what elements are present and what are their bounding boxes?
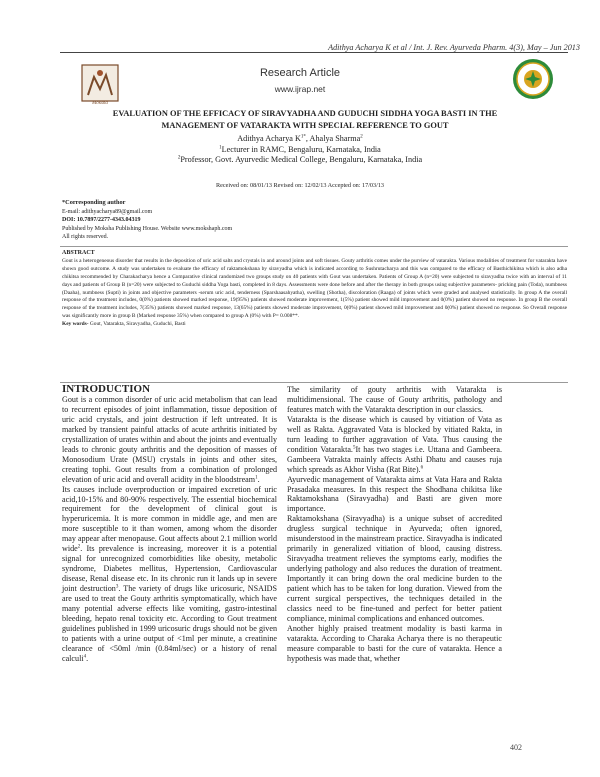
keywords: Key words- Gout, Vatarakta, Siravyadha, Guduchi, Basti bbox=[62, 321, 186, 328]
paper-title: EVALUATION OF THE EFFICACY OF SIRAVYADHA AND GUDUCHI SIDDHA YOGA BASTI IN THE MANAGEMENT OF VATARAKTA WITH SPECIAL REFERENCE TO GOUT bbox=[112, 109, 498, 130]
paragraph: Its causes include overproduction or impaired excretion of uric acid,10-15% and 80-90% respectively. The essential biochemical requirement for the development of clinical gout is hyperuricemia. It is more common in middle age, and men are more susceptible to it than women, among whom the disorder may appear after menopause. Gout affects about 2.1 million world wide$^2$. Its prevalence is increasing, moreover it is a potential signal for unrecognized comorbidities like obesity, metabolic syndrome, Diabetes mellitus, Hypertension, Cardiovascular disease, Renal disease etc. In its chronic run it lands up in severe joint destruction$^3$. The variety of drugs like uricosuric, NSAIDS are used to treat the Gouty arthritis symptomatically, which have many potential adverse effects like vomiting, gastro-intestinal bleeding, hepato renal toxicity etc. According to Gout treatment guidelines published in 1999 uricosuric drugs should not be given to patients with a urine output of <1ml per minute, a creatinine clearance of <50ml /min (0.84ml/sec) or a history of renal calculi$^4$. bbox=[62, 484, 277, 663]
paragraph: The similarity of gouty arthritis with Vatarakta is multidimensional. The cause of Gouty arthritis, pathology and features match with the Vatarakta description in our classics. bbox=[287, 385, 502, 414]
abstract bbox=[62, 250, 567, 329]
corresponding-author bbox=[62, 199, 362, 242]
affiliation-1: $^1$Lecturer in RAMC, Bengaluru, Karnataka, India bbox=[219, 144, 381, 154]
corresponding-email[interactable]: E-mail: adithyacharya89@gmail.com bbox=[62, 208, 153, 215]
author-block bbox=[0, 134, 600, 166]
author-names: Adithya Acharya $K^{1*}$, Ahalya Sharma$^2$ bbox=[237, 134, 363, 143]
right-column bbox=[287, 385, 502, 664]
submission-dates: Received on: 08/01/13 Revised on: 12/02/13 Accepted on: 17/03/13 bbox=[215, 182, 385, 189]
running-header: Adithya Acharya K et al / Int. J. Rev. Ayurveda Pharm. 4(3), May – Jun 2013 bbox=[328, 43, 580, 52]
header-rule bbox=[60, 52, 568, 53]
left-column bbox=[62, 382, 277, 664]
journal-url[interactable]: www.ijrap.net bbox=[274, 84, 326, 94]
publisher-logo-text: Moksha bbox=[92, 101, 108, 106]
abstract-text: Gout is a heterogeneous disorder that results in the deposition of uric acid salts and crystals in and around joints and soft tissues. Gouty arthritis comes under the purview of vatarakta. Various modalities of treatment for vatarakta have shown good outcome. A study was undertaken to evaluate the efficacy of raktamokshana by siravyadha which is indicated according to Sushrutacharya and this was compared to the efficacy of Basthichikitsa which is also adha chikitsa recommended by Charakacharya hence a Comparative clinical randomized two groups study on 40 patients with Gout was undertaken. Patients of Group A (n=20) were subjected to siravyadha twice with an interval of 11 days and patients of Group B (n=20) were subjected to Guduchi siddha Yoga basti, completed in 8 days. Assessments were done before and after the therapy in both groups using subjective parameters- pricking pain (Toda), numbness (Daaha), numbness (Supti) in joints and objective parameters -serum uric acid, tenderness (Sparshaasahyatha), swelling (Shotha), discoloration (Raaga) of joints which were graded and analysed statistically. In group A the overall response of the treatment includes, 0(0%) patients showed marked response, 19(95%) patients showed moderate improvement, 1(5%) patient showed mild improvement and 0(0%) patient showed no response. In group B the overall response of the treatment includes, 7(35%) patients showed marked response, 13(65%) patients showed moderate improvement, 0(0%) patient showed mild improvement and 0(0%) patient showed no response. So Overall response was significantly more in group B (Marked response 35%) when compared to group A (0%) with P= 0.008**. bbox=[62, 257, 567, 320]
paragraph: Another highly praised treatment modality is basti karma in vatarakta. According to Charaka Acharya there is no therapeutic measure comparable to basti for the cure of vatarakta. Hence a hypothesis was made that, whether bbox=[287, 623, 502, 663]
affiliation-2: $^2$Professor, Govt. Ayurvedic Medical College, Bengaluru, Karnataka, India bbox=[177, 155, 423, 164]
paragraph: Raktamokshana (Siravyadha) is a unique subset of accredited drugless surgical technique in Ayurveda; often ignored, misunderstood in the mainstream practice. Siravyadha is indicated primarily in generalized vitiation of blood, causing distress. Siravyadha treatment relieves the symptoms early, modifies the underlying pathology and also reduces the duration of treatment. Importantly it can bring down the oral medicine burden to the patient which has to be taken for long duration. Viewed from the current surgical perspectives, the techniques detailed in the classics need to be fine-tuned and perfect for better patient compliance, minimal complications and enhanced outcomes. bbox=[287, 514, 502, 623]
paragraph: Ayurvedic management of Vatarakta aims at Vata Hara and Rakta Prasadaka measures. In this respect the Shodhana chikitsa like Raktamokshana (Siravyadha) and Basti are given more importance. bbox=[287, 474, 502, 514]
corresponding-heading: *Corresponding author bbox=[62, 199, 126, 206]
published-by: Published by Moksha Publishing House. Website www.mokshaph.com bbox=[62, 225, 233, 232]
doi[interactable]: DOI: 10.7897/2277-4343.04319 bbox=[62, 217, 141, 224]
paragraph: Vatarakta is the disease which is caused by vitiation of Vata as well as Rakta. Aggravated Vata is blocked by vitiated Rakta, in turn leading to further aggravation of Vata. Thus causing the condition Vatarakta.$^5$It has two stages i.e. Uttana and Gambeera. Gambeera Vatrakta mainly affects Asthi Dhatu and causes ruja which spreads as Akhor Visha (Rat Bite).$^6$ bbox=[287, 414, 502, 474]
paragraph: Gout is a common disorder of uric acid metabolism that can lead to recurrent episodes of joint inflammation, tissue deposition of uric acid crystals, and joint destruction if left untreated. It is marked by transient painful attacks of acute arthritis initiated by crystallization of urates within and about the joints and eventually leads to chronic gouty arthritis and the deposition of masses of Monosodium Urate (MSU) crystals in joints and other sites, creating tophi. Gout results from a combination of prolonged elevation of uric acid and overall acidity in the bloodstream$^1$. bbox=[62, 395, 277, 484]
rights: All rights reserved. bbox=[62, 234, 109, 241]
abstract-rule bbox=[60, 246, 568, 247]
intro-heading: INTRODUCTION bbox=[62, 383, 151, 395]
abstract-heading: ABSTRACT bbox=[62, 250, 95, 256]
page-number: 402 bbox=[510, 743, 522, 752]
article-type: Research Article bbox=[259, 67, 341, 79]
